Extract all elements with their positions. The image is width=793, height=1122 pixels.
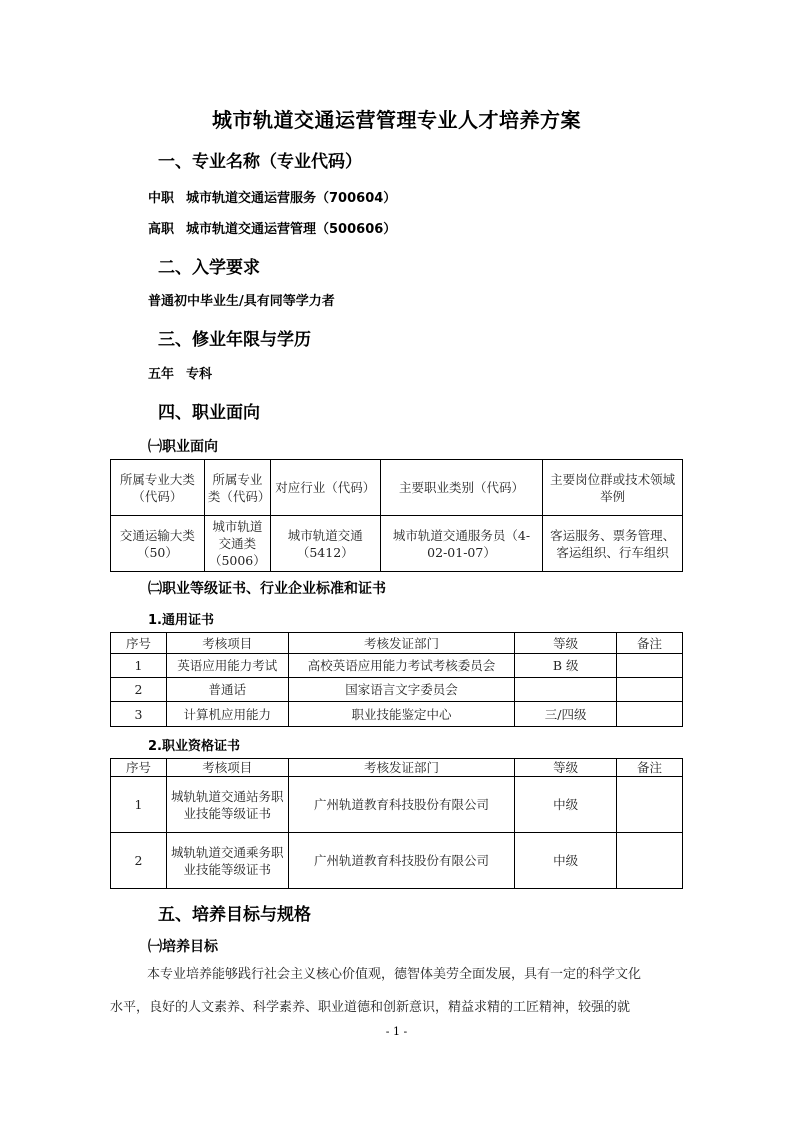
- table-row: [111, 702, 683, 727]
- vocational-cert-table: [110, 758, 683, 889]
- gaozhi-line: [148, 218, 396, 237]
- table-header-cell: 主要岗位群或技术领域举例: [543, 460, 683, 516]
- table-header-cell: 考核项目: [166, 759, 288, 777]
- general-cert-table: [110, 632, 683, 727]
- table-cell: 英语应用能力考试: [166, 654, 288, 678]
- table-header-cell: 对应行业（代码）: [270, 460, 380, 516]
- table-header-cell: 所属专业大类（代码）: [111, 460, 205, 516]
- duration-line: [148, 363, 212, 382]
- section-2-heading: 二、入学要求: [158, 258, 260, 278]
- zhongzhi-tag: 中职: [148, 191, 175, 206]
- table-header-cell: 考核发证部门: [288, 633, 515, 654]
- table-cell: 广州轨道教育科技股份有限公司: [288, 833, 515, 889]
- zhongzhi-line: [148, 187, 396, 206]
- table-header-cell: 等级: [515, 759, 617, 777]
- table-cell: 交通运输大类（50）: [111, 516, 205, 572]
- table-cell: 城市轨道交通（5412）: [270, 516, 380, 572]
- section-1-heading: 一、专业名称（专业代码）: [158, 152, 362, 172]
- table-cell: [617, 777, 683, 833]
- table-cell: 城市轨道交通类（5006）: [204, 516, 270, 572]
- degree-text: 专科: [186, 367, 213, 382]
- paragraph-line: 本专业培养能够践行社会主义核心价值观，德智体美劳全面发展，具有一定的科学文化: [147, 967, 642, 982]
- table-row: [111, 654, 683, 678]
- table-header-cell: 考核项目: [166, 633, 288, 654]
- table-row: [111, 516, 683, 572]
- table-row: [111, 678, 683, 702]
- table-cell: 国家语言文字委员会: [288, 678, 515, 702]
- table-header-cell: 主要职业类别（代码）: [380, 460, 543, 516]
- table-cell: 计算机应用能力: [166, 702, 288, 727]
- table-cell: 1: [111, 777, 167, 833]
- vocational-cert-heading: 2.职业资格证书: [148, 739, 240, 754]
- table-cell: 3: [111, 702, 167, 727]
- admission-text: 普通初中毕业生/具有同等学力者: [148, 294, 335, 309]
- general-cert-header-row: [111, 633, 683, 654]
- table-cell: 普通话: [166, 678, 288, 702]
- table-cell: 2: [111, 833, 167, 889]
- general-cert-heading: 1.通用证书: [148, 613, 214, 628]
- table-cell: 高校英语应用能力考试考核委员会: [288, 654, 515, 678]
- table-cell: [617, 678, 683, 702]
- gaozhi-tag: 高职: [148, 222, 175, 237]
- table-header-cell: 所属专业类（代码）: [204, 460, 270, 516]
- table-cell: [617, 833, 683, 889]
- table-cell: B 级: [515, 654, 617, 678]
- table-cell: 城轨轨道交通站务职业技能等级证书: [166, 777, 288, 833]
- document-title: 城市轨道交通运营管理专业人才培养方案: [212, 108, 581, 132]
- table-cell: 客运服务、票务管理、客运组织、行车组织: [543, 516, 683, 572]
- training-goal-subheading: ㈠培养目标: [148, 939, 218, 955]
- table-cell: 城市轨道交通服务员（4-02-01-07）: [380, 516, 543, 572]
- section-4-heading: 四、职业面向: [158, 403, 260, 423]
- table-header-cell: 等级: [515, 633, 617, 654]
- table-row: [111, 833, 683, 889]
- table-cell: 1: [111, 654, 167, 678]
- table-header-cell: 序号: [111, 633, 167, 654]
- table-row: [111, 777, 683, 833]
- certificate-subheading: ㈡职业等级证书、行业企业标准和证书: [148, 581, 386, 597]
- table-cell: [617, 702, 683, 727]
- career-table-header-row: [111, 460, 683, 516]
- table-cell: 职业技能鉴定中心: [288, 702, 515, 727]
- table-header-cell: 序号: [111, 759, 167, 777]
- section-5-heading: 五、培养目标与规格: [158, 905, 311, 925]
- table-header-cell: 备注: [617, 759, 683, 777]
- table-cell: 城轨轨道交通乘务职业技能等级证书: [166, 833, 288, 889]
- table-cell: 中级: [515, 833, 617, 889]
- table-cell: [515, 678, 617, 702]
- paragraph-line: 水平，良好的人文素养、科学素养、职业道德和创新意识，精益求精的工匠精神，较强的就: [110, 1000, 631, 1015]
- table-cell: [617, 654, 683, 678]
- table-header-cell: 考核发证部门: [288, 759, 515, 777]
- gaozhi-text: 城市轨道交通运营管理（500606）: [186, 222, 397, 237]
- table-cell: 广州轨道教育科技股份有限公司: [288, 777, 515, 833]
- table-cell: 中级: [515, 777, 617, 833]
- table-cell: 三/四级: [515, 702, 617, 727]
- table-header-cell: 备注: [617, 633, 683, 654]
- table-cell: 2: [111, 678, 167, 702]
- career-subheading: ㈠职业面向: [148, 439, 218, 455]
- vocational-cert-header-row: [111, 759, 683, 777]
- page-number: - 1 -: [385, 1025, 408, 1038]
- career-table: [110, 459, 683, 572]
- years-text: 五年: [148, 367, 175, 382]
- zhongzhi-text: 城市轨道交通运营服务（700604）: [186, 191, 397, 206]
- section-3-heading: 三、修业年限与学历: [158, 330, 311, 350]
